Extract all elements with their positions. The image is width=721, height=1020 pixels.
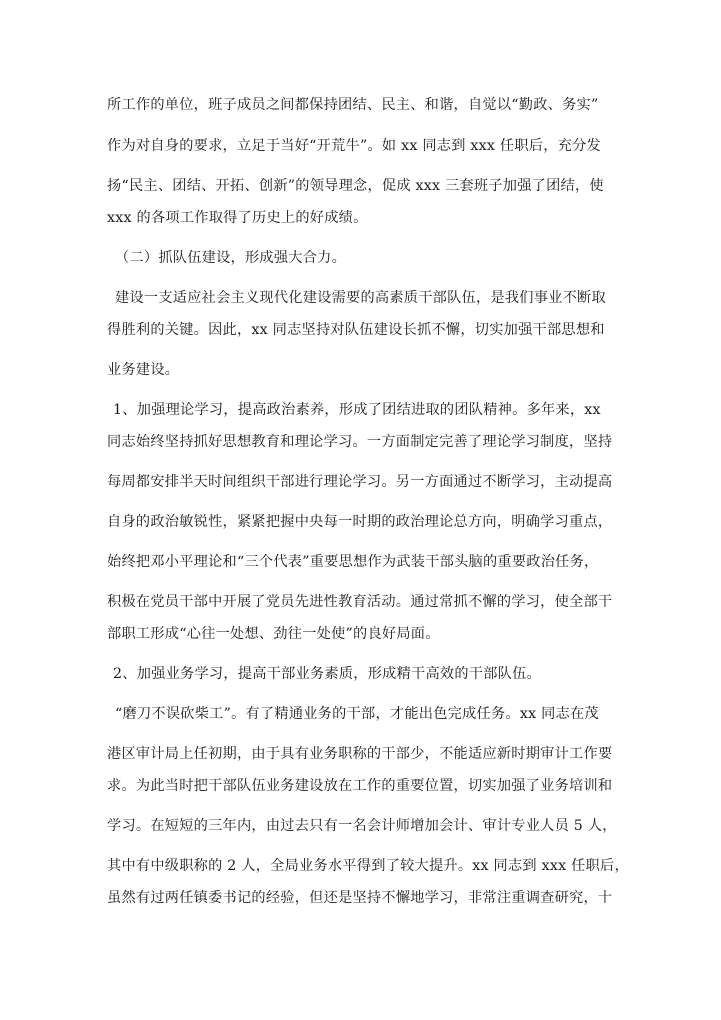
text-line: 港区审计局上任初期，由于具有业务职称的干部少，不能适应新时期审计工作要: [107, 746, 613, 762]
text-line: xxx 的各项工作取得了历史上的好成绩。: [107, 210, 368, 226]
text-line: 始终把邓小平理论和“三个代表”重要思想作为武装干部头脑的重要政治任务，: [107, 554, 599, 570]
text-line: “磨刀不误砍柴工”。有了精通业务的干部，才能出色完成任务。xx 同志在茂: [115, 706, 599, 722]
text-line: 积极在党员干部中开展了党员先进性教育活动。通过常抓不懈的学习，使全部干: [107, 594, 613, 610]
text-line: 部职工形成“心往一处想、劲往一处使”的良好局面。: [107, 626, 440, 642]
text-line: 自身的政治敏锐性，紧紧把握中央每一时期的政治理论总方向，明确学习重点，: [107, 514, 613, 530]
text-line: 求。为此当时把干部队伍业务建设放在工作的重要位置，切实加强了业务培训和: [107, 778, 613, 794]
text-line: 作为对自身的要求，立足于当好“开荒牛”。如 xx 同志到 xxx 任职后，充分发: [107, 138, 601, 154]
text-line: 建设一支适应社会主义现代化建设需要的高素质干部队伍，是我们事业不断取: [115, 290, 606, 306]
text-line: 得胜利的关键。因此，xx 同志坚持对队伍建设长抓不懈，切实加强干部思想和: [107, 322, 605, 338]
text-line: 其中有中级职称的 2 人，全局业务水平得到了较大提升。xx 同志到 xxx 任职后，: [107, 858, 629, 874]
text-line: 同志始终坚持抓好思想教育和理论学习。一方面制定完善了理论学习制度，坚持: [107, 434, 613, 450]
text-line: 扬“民主、团结、开拓、创新”的领导理念，促成 xxx 三套班子加强了团结，使: [107, 178, 604, 194]
section-heading: （二）抓队伍建设，形成强大合力。: [115, 250, 347, 266]
text-line: 1、加强理论学习，提高政治素养，形成了团结进取的团队精神。多年来，xx: [113, 402, 601, 418]
text-line: 学习。在短短的三年内，由过去只有一名会计师增加会计、审计专业人员 5 人，: [107, 818, 617, 834]
text-line: 2、加强业务学习，提高干部业务素质，形成精干高效的干部队伍。: [113, 666, 541, 682]
text-line: 虽然有过两任镇委书记的经验，但还是坚持不懈地学习，非常注重调查研究，十: [107, 890, 613, 906]
text-line: 业务建设。: [107, 362, 180, 378]
text-line: 所工作的单位，班子成员之间都保持团结、民主、和谐，自觉以“勤政、务实”: [107, 97, 599, 113]
text-line: 每周都安排半天时间组织干部进行理论学习。另一方面通过不断学习，主动提高: [107, 474, 613, 490]
